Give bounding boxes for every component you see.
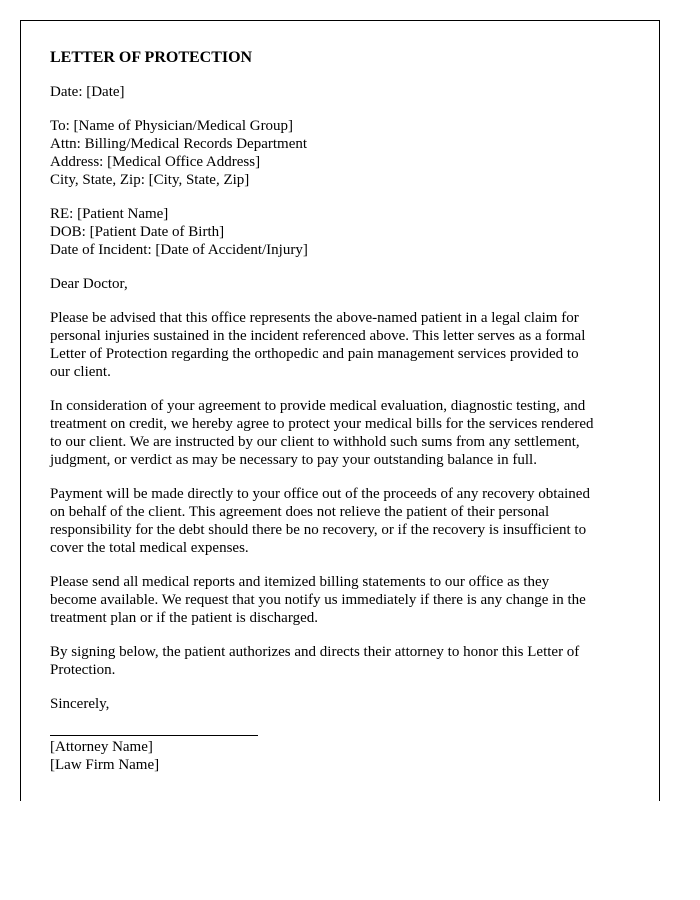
body-paragraph-5 (50, 643, 640, 679)
reference-incident: Date of Incident: [Date of Accident/Injury] (50, 242, 308, 258)
reference-block (50, 205, 640, 259)
paragraph-line: By signing below, the patient authorizes and directs their attorney to honor this Letter of (50, 644, 580, 660)
body-paragraph-1 (50, 309, 640, 381)
paragraph-line: treatment plan or if the patient is discharged. (50, 610, 318, 626)
body-paragraph-3 (50, 485, 640, 557)
paragraph-line: Protection. (50, 662, 116, 678)
paragraph-line: Please send all medical reports and itemized billing statements to our office as they (50, 574, 550, 590)
attorney-name: [Attorney Name] (50, 739, 153, 755)
letter-date (50, 83, 640, 101)
law-firm-name: [Law Firm Name] (50, 757, 160, 773)
reference-dob: DOB: [Patient Date of Birth] (50, 224, 225, 240)
paragraph-line: on behalf of the client. This agreement does not relieve the patient of their personal (50, 504, 550, 520)
closing-text: Sincerely, (50, 696, 110, 712)
salutation (50, 275, 640, 293)
date-line: Date: [Date] (50, 84, 125, 100)
recipient-address: Address: [Medical Office Address] (50, 154, 261, 170)
body-paragraph-4 (50, 573, 640, 627)
signature-block (50, 738, 640, 774)
letter-content (50, 49, 640, 774)
recipient-attn: Attn: Billing/Medical Records Department (50, 136, 308, 152)
letter-title: LETTER OF PROTECTION (50, 49, 253, 66)
recipient-to: To: [Name of Physician/Medical Group] (50, 118, 294, 134)
paragraph-line: judgment, or verdict as may be necessary to pay your outstanding balance in full. (50, 452, 537, 468)
signature-line (50, 735, 258, 736)
paragraph-line: Payment will be made directly to your office out of the proceeds of any recovery obtained (50, 486, 590, 502)
body-paragraph-2 (50, 397, 640, 469)
closing (50, 695, 640, 713)
paragraph-line: our client. (50, 364, 111, 380)
recipient-block (50, 117, 640, 189)
paragraph-line: Letter of Protection regarding the orthopedic and pain management services provided to (50, 346, 579, 362)
paragraph-line: personal injuries sustained in the incident referenced above. This letter serves as a formal (50, 328, 586, 344)
paragraph-line: to our client. We are instructed by our client to withhold such sums from any settlement, (50, 434, 580, 450)
letter-page (20, 20, 660, 801)
paragraph-line: treatment on credit, we hereby agree to protect your medical bills for the services rendered (50, 416, 594, 432)
paragraph-line: cover the total medical expenses. (50, 540, 249, 556)
paragraph-line: Please be advised that this office represents the above-named patient in a legal claim for (50, 310, 579, 326)
paragraph-line: responsibility for the debt should there be no recovery, or if the recovery is insufficient to (50, 522, 587, 538)
paragraph-line: become available. We request that you notify us immediately if there is any change in the (50, 592, 586, 608)
salutation-text: Dear Doctor, (50, 276, 128, 292)
recipient-city: City, State, Zip: [City, State, Zip] (50, 172, 250, 188)
signature-space (50, 713, 640, 735)
paragraph-line: In consideration of your agreement to provide medical evaluation, diagnostic testing, and (50, 398, 586, 414)
reference-patient: RE: [Patient Name] (50, 206, 169, 222)
